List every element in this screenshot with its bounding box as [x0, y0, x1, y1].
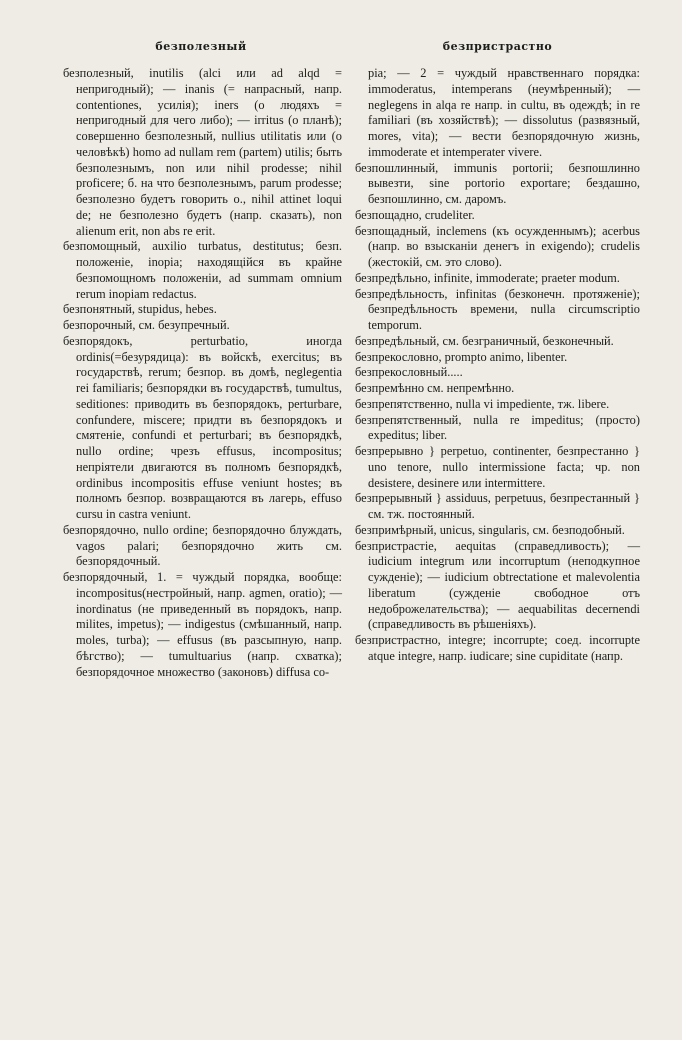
dictionary-entry: безпрекословный..... [355, 365, 463, 380]
dictionary-entry: безпредѣльность, infinitas (безконечн. протяженіе); безпредѣльность времени, nulla circumscriptio temporum. [355, 286, 640, 332]
dictionary-entry: безпощадный, inclemens (къ осужденнымъ); acerbus (напр. во взысканіи денегъ in exigendo); crudelis (жестокій, см. это слово). [355, 223, 640, 269]
dictionary-entry: безпристрастно, integre; incorrupte; соед. incorrupte atque integre, напр. iudicare; sine cupiditate (напр. [355, 633, 640, 663]
dictionary-entry: безпомощный, auxilio turbatus, destitutus; безп. положеніе, inopia; находящійся въ крайне безпомощномъ положеніи, ad summam omnium rerum inopiam redactus. [63, 239, 342, 301]
dictionary-entry: безпрерывный } assiduus, perpetuus, безпрестанный } см. тж. постоянный. [355, 491, 640, 521]
dictionary-entry: безпрепятственный, nulla re impeditus; (просто) expeditus; liber. [355, 412, 640, 443]
dictionary-entry: безпрепятственно, nulla vi impediente, тж. libere. [355, 396, 610, 411]
dictionary-entry: безпонятный, stupidus, hebes. [63, 302, 217, 317]
left-running-head: безполезный [155, 40, 247, 53]
left-column [63, 66, 342, 680]
right-column [355, 66, 640, 665]
dictionary-entry: безпристрастіе, aequitas (справедливость); — iudicium integrum или incorruptum (неподкупное сужденіе); — iudicium obtrectatione et malevolentia liberatum (сужденіе свободное отъ недоброжелательства); — aequabilitas decernendi (справедливость въ рѣшеніяхъ). [355, 538, 640, 632]
dictionary-entry: безпредѣльно, infinite, immoderate; praeter modum. [355, 270, 620, 285]
dictionary-entry: безпредѣльный, см. безграничный, безконечный. [355, 333, 614, 348]
dictionary-entry: безпорядочно, nullo ordine; безпорядочно блуждать, vagos palari; безпорядочно жить см. безпорядочный. [63, 522, 342, 569]
dictionary-entry: безпощадно, crudeliter. [355, 207, 475, 222]
dictionary-entry: безпошлинный, immunis portorii; безпошлинно вывезти, sine portorio exportare; бездашно, безпошлинно, см. даромъ. [355, 160, 640, 206]
dictionary-entry-continuation: pia; — 2 = чуждый нравственнаго порядка: immoderatus, intemperans (неумѣренный); — neglegens in alqa re напр. in cultu, въ одеждѣ; in re familiari (въ хозяйствѣ); — dissolutus (развязный, mores, vita); — вести безпорядочную жизнь, immoderate et intemperater vivere. [368, 66, 640, 159]
dictionary-entry: безпримѣрный, unicus, singularis, см. безподобный. [355, 522, 625, 537]
right-running-head: безпристрастно [442, 40, 553, 53]
dictionary-entry: безпорядочный, 1. = чуждый порядка, вообще: incompositus(нестройный, напр. agmen, oratio); — inordinatus (не приведенный въ порядокъ, напр. milites, impetus); — indigestus (смѣшанный, напр. moles, turba); — effusus (въ разсыпную, напр. бѣгство); — tumultuarius (напр. схватка); безпорядочное множество (законовъ) diffusa co- [63, 570, 342, 679]
dictionary-entry: безпорочный, см. безупречный. [63, 318, 230, 332]
dictionary-entry: безпрекословно, prompto animo, libenter. [355, 349, 568, 364]
dictionary-entry: безполезный, inutilis (alci или ad alqd = непригодный); — inanis (= напрасный, напр. contentiones, усилія); iners (о людяхъ = непригодный для чего либо); — irritus (о планѣ); совершенно безполезный, nullius utilitatis или (о человѣкѣ) homo ad nullam rem (partem) utilis; быть безполезнымъ, non или nihil prodesse; nihil proficere; б. на что безполезнымъ, parum prodesse; безполезно будетъ говорить о., nihil attinet loqui de; не безполезно будетъ (напр. сказать), non alienum erit, non abs re erit. [63, 66, 342, 238]
dictionary-entry: безпремѣнно см. непремѣнно. [355, 381, 515, 395]
dictionary-entry: безпорядокъ, perturbatio, иногда ordinis(=безурядица): въ войскѣ, exercitus; въ государствѣ, rerum; безпор. въ домѣ, neglegentia rei familiaris; безпорядки въ государствѣ, tumultus, seditiones: приводить въ безпорядокъ, perturbare, confundere, miscere; придти въ безпорядокъ и смятеніе, confundi et perturbari; въ безпорядкѣ, nullo ordine; чрезъ effusus, incompositus; непріятели двигаются въ полномъ безпорядкѣ, ordinibus incompositis effuse veniunt hostes; въ полномъ безпор. возвращаются въ лагерь, effuso cursu in castra veniunt. [63, 333, 342, 521]
dictionary-entry: безпрерывно } perpetuo, continenter, безпрестанно } uno tenore, nullo intermissione facta; чр. non desistere, desinere или intermittere. [355, 444, 640, 490]
